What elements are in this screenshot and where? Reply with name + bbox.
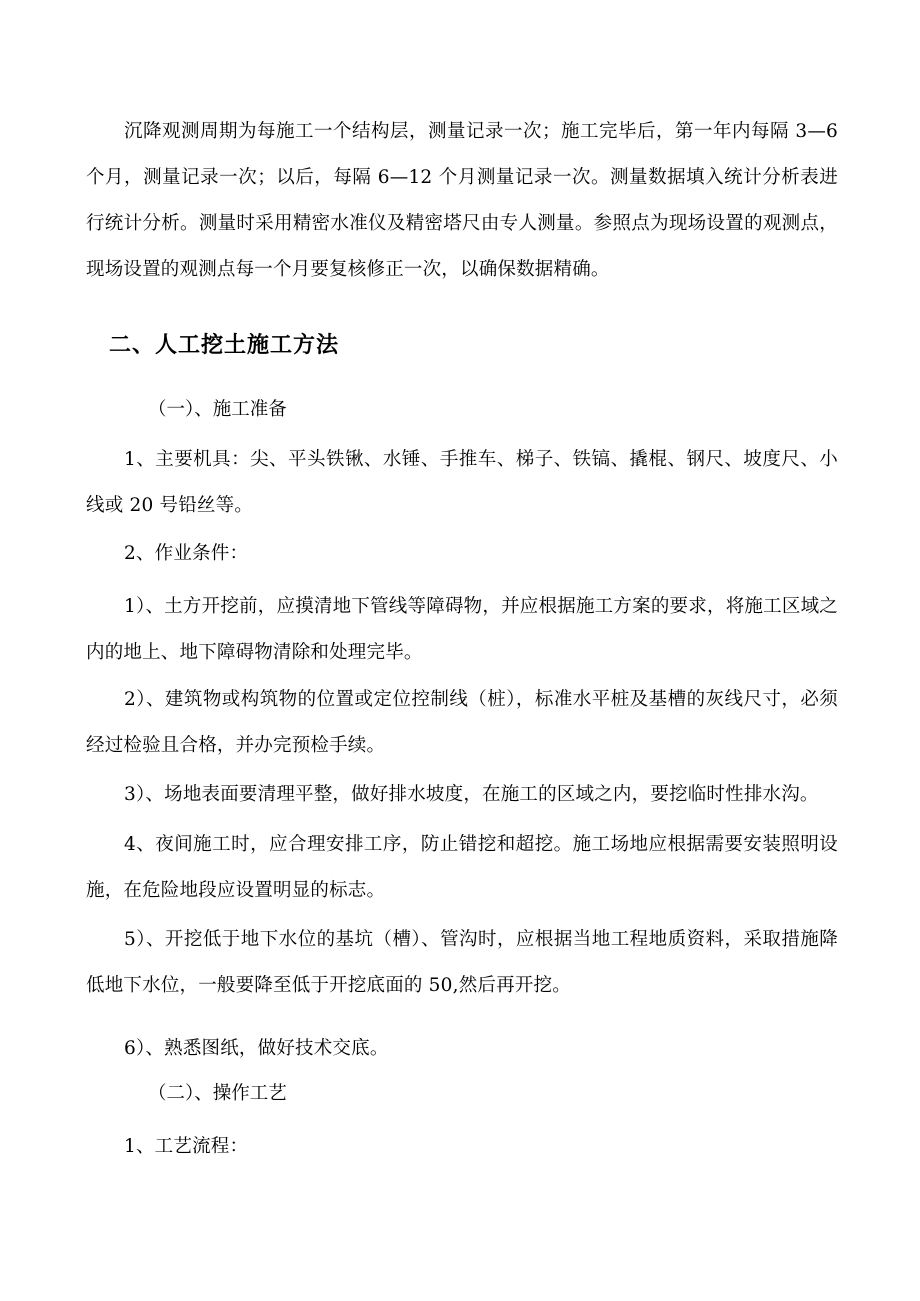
paragraph-groundwater: 5）、开挖低于地下水位的基坑（槽）、管沟时，应根据当地工程地质资料，采取措施降低地下水位，一般要降至低于开挖底面的 50,然后再开挖。 xyxy=(86,929,838,996)
section-heading-manual-excavation: 二、人工挖土施工方法 xyxy=(109,332,340,358)
paragraph-process-flow: 1、工艺流程： xyxy=(124,1136,249,1157)
paragraph-condition-3: 3）、场地表面要清理平整，做好排水坡度，在施工的区域之内，要挖临时性排水沟。 xyxy=(124,784,819,805)
paragraph-night-construction: 4、夜间施工时，应合理安排工序，防止错挖和超挖。施工场地应根据需要安装照明设施，在危险地段应设置明显的标志。 xyxy=(86,834,838,901)
paragraph-settlement-observation: 沉降观测周期为每施工一个结构层，测量记录一次；施工完毕后，第一年内每隔 3—6 个月，测量记录一次；以后，每隔 6—12 个月测量记录一次。测量数据填入统计分析表进行统计分析。测量时采用精密水准仪及精密塔尺由专人测量。参照点为现场设置的观测点，现场设置的观测点每一个月要复核修正一次，以确保数据精确。 xyxy=(86,121,838,280)
sub-heading-operation-process: （二）、操作工艺 xyxy=(148,1083,287,1104)
paragraph-main-tools: 1、主要机具：尖、平头铁锹、水锤、手推车、梯子、铁镐、撬棍、钢尺、坡度尺、小线或 20 号铅丝等。 xyxy=(86,449,838,516)
sub-heading-construction-preparation: （一）、施工准备 xyxy=(148,399,287,420)
paragraph-drawings: 6）、熟悉图纸，做好技术交底。 xyxy=(124,1038,389,1059)
paragraph-work-conditions: 2、作业条件： xyxy=(124,543,249,564)
paragraph-condition-1: 1）、土方开挖前，应摸清地下管线等障碍物，并应根据施工方案的要求，将施工区域之内的地上、地下障碍物清除和处理完毕。 xyxy=(86,596,838,663)
paragraph-condition-2: 2）、建筑物或构筑物的位置或定位控制线（桩），标准水平桩及基槽的灰线尺寸，必须经过检验且合格，并办完预检手续。 xyxy=(86,689,838,756)
